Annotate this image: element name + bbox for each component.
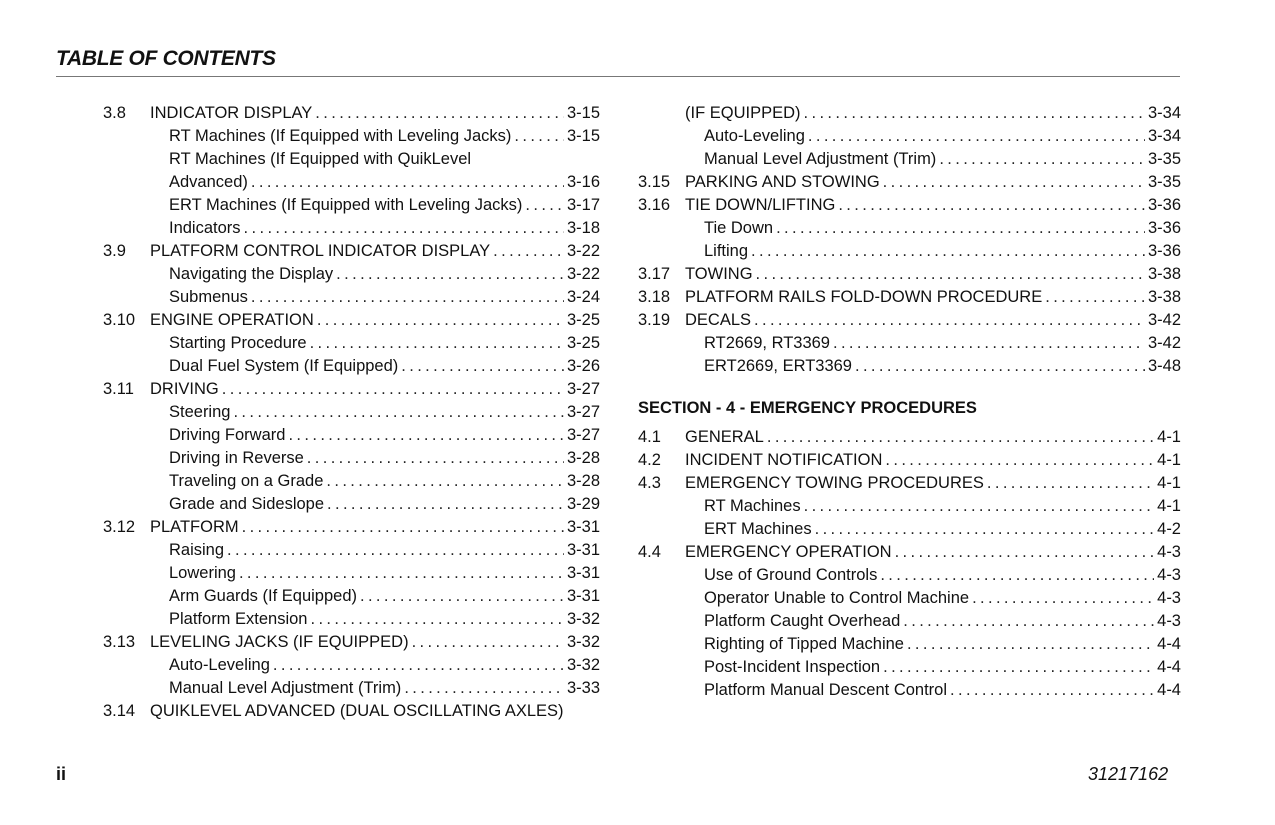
toc-entry-number: 3.11: [103, 380, 134, 398]
toc-entry-number: 3.15: [638, 173, 671, 191]
toc-entry-page: 4-2: [1157, 520, 1181, 538]
dot-leader: [288, 424, 564, 447]
toc-entry-number: 3.16: [638, 196, 671, 214]
toc-entry-page: 3-31: [566, 518, 600, 536]
toc-entry[interactable]: [103, 539, 600, 562]
toc-entry-label: Arm Guards (If Equipped): [169, 587, 357, 605]
toc-entry-page: 3-26: [566, 357, 600, 375]
toc-entry-label: RT Machines: [704, 497, 801, 515]
toc-entry-label: Navigating the Display: [169, 265, 334, 283]
toc-entry-page: 3-35: [1147, 150, 1181, 168]
toc-entry[interactable]: [103, 447, 600, 470]
toc-entry[interactable]: [103, 217, 600, 240]
toc-entry-page: 4-4: [1157, 635, 1181, 653]
toc-entry[interactable]: [638, 472, 1181, 495]
dot-leader: [307, 447, 564, 470]
toc-entry-page: 4-1: [1157, 428, 1181, 446]
toc-entry-number: 3.10: [103, 311, 136, 329]
toc-entry-page: 4-4: [1157, 681, 1181, 699]
toc-entry-page: 3-17: [566, 196, 600, 214]
toc-entry[interactable]: [103, 378, 600, 401]
toc-entry-label: INDICATOR DISPLAY: [150, 104, 313, 122]
section-heading: SECTION - 4 - EMERGENCY PROCEDURES: [638, 399, 977, 417]
dot-leader: [401, 355, 564, 378]
toc-entry-page: 3-24: [566, 288, 600, 306]
toc-entry-page: 4-1: [1157, 451, 1181, 469]
dot-leader: [404, 677, 564, 700]
dot-leader: [239, 562, 564, 585]
toc-entry[interactable]: [638, 148, 1181, 171]
toc-entry-label: PARKING AND STOWING: [685, 173, 880, 191]
toc-entry-page: 3-38: [1147, 288, 1181, 306]
toc-right-top-list: [638, 102, 1181, 378]
toc-entry-number: 3.17: [638, 265, 671, 283]
dot-leader: [939, 148, 1145, 171]
toc-entry[interactable]: [103, 309, 600, 332]
toc-entry-label: RT2669, RT3369: [704, 334, 830, 352]
toc-entry[interactable]: [103, 194, 600, 217]
toc-entry-label: ERT2669, ERT3369: [704, 357, 852, 375]
dot-leader: [315, 102, 564, 125]
dot-leader: [317, 309, 564, 332]
toc-entry[interactable]: [638, 355, 1181, 378]
toc-entry[interactable]: [103, 263, 600, 286]
toc-entry-number: 3.19: [638, 311, 671, 329]
toc-entry-page: 3-16: [566, 173, 600, 191]
toc-entry-label: Dual Fuel System (If Equipped): [169, 357, 399, 375]
dot-leader: [233, 401, 564, 424]
toc-entry-page: 3-36: [1147, 196, 1181, 214]
toc-entry[interactable]: [103, 700, 600, 723]
toc-entry-number: 3.9: [103, 242, 126, 260]
toc-entry[interactable]: [638, 309, 1181, 332]
dot-leader: [273, 654, 564, 677]
dot-leader: [833, 332, 1145, 355]
toc-entry-page: 3-27: [566, 403, 600, 421]
toc-entry[interactable]: [638, 286, 1181, 309]
toc-entry[interactable]: [103, 493, 600, 516]
toc-entry[interactable]: [103, 148, 600, 171]
toc-entry-number: 3.14: [103, 702, 136, 720]
toc-entry-label: ENGINE OPERATION: [150, 311, 314, 329]
toc-entry-page: 3-38: [1147, 265, 1181, 283]
toc-entry-label: Auto-Leveling: [704, 127, 805, 145]
toc-entry[interactable]: [638, 564, 1181, 587]
toc-entry-label: QUIKLEVEL ADVANCED (DUAL OSCILLATING AXLES): [150, 702, 564, 720]
toc-entry-label: EMERGENCY TOWING PROCEDURES: [685, 474, 984, 492]
toc-entry-label: Lifting: [704, 242, 749, 260]
toc-entry-label: Operator Unable to Control Machine: [704, 589, 970, 607]
dot-leader: [804, 102, 1145, 125]
toc-entry[interactable]: [638, 518, 1181, 541]
dot-leader: [412, 631, 564, 654]
toc-entry-label: Traveling on a Grade: [169, 472, 324, 490]
toc-entry[interactable]: [638, 495, 1181, 518]
page-number: ii: [56, 764, 67, 784]
toc-left-column: [103, 102, 600, 723]
toc-entry[interactable]: [103, 102, 600, 125]
toc-entry[interactable]: [103, 171, 600, 194]
toc-entry-page: 3-28: [566, 472, 600, 490]
toc-entry-label: RT Machines (If Equipped with QuikLevel: [169, 150, 472, 168]
toc-entry-page: 3-27: [566, 380, 600, 398]
toc-entry[interactable]: [638, 679, 1181, 702]
toc-entry-label: Starting Procedure: [169, 334, 307, 352]
toc-entry-page: 3-33: [566, 679, 600, 697]
toc-entry-label: Platform Manual Descent Control: [704, 681, 948, 699]
toc-entry-page: 3-48: [1147, 357, 1181, 375]
toc-entry-page: 3-31: [566, 541, 600, 559]
dot-leader: [815, 518, 1155, 541]
dot-leader: [880, 564, 1154, 587]
toc-entry-label: DECALS: [685, 311, 752, 329]
toc-entry[interactable]: [103, 424, 600, 447]
toc-entry[interactable]: [103, 332, 600, 355]
toc-entry-number: 4.2: [638, 451, 661, 469]
toc-entry-label: Platform Caught Overhead: [704, 612, 901, 630]
dot-leader: [885, 449, 1154, 472]
toc-entry-page: 3-32: [566, 656, 600, 674]
toc-entry[interactable]: [638, 656, 1181, 679]
dot-leader: [804, 495, 1155, 518]
toc-entry[interactable]: [103, 677, 600, 700]
toc-entry-label: INCIDENT NOTIFICATION: [685, 451, 883, 469]
toc-entry[interactable]: [103, 631, 600, 654]
toc-entry-label: TOWING: [685, 265, 753, 283]
toc-entry[interactable]: [103, 125, 600, 148]
toc-entry[interactable]: [103, 654, 600, 677]
header-rule: [56, 76, 1180, 77]
toc-entry-page: 4-1: [1157, 474, 1181, 492]
dot-leader: [767, 426, 1154, 449]
toc-entry-page: 3-32: [566, 610, 600, 628]
dot-leader: [756, 263, 1145, 286]
toc-entry-page: 3-25: [566, 334, 600, 352]
dot-leader: [751, 240, 1145, 263]
toc-entry-page: 4-4: [1157, 658, 1181, 676]
toc-entry-label: Righting of Tipped Machine: [704, 635, 904, 653]
dot-leader: [903, 610, 1154, 633]
toc-entry-label: EMERGENCY OPERATION: [685, 543, 892, 561]
dot-leader: [336, 263, 564, 286]
toc-entry-label: ERT Machines: [704, 520, 812, 538]
toc-entry-label: Post-Incident Inspection: [704, 658, 881, 676]
toc-entry[interactable]: [638, 332, 1181, 355]
dot-leader: [227, 539, 564, 562]
toc-entry-label: Indicators: [169, 219, 241, 237]
page-title: TABLE OF CONTENTS: [56, 47, 276, 70]
toc-entry-label: Advanced): [169, 173, 248, 191]
toc-entry-label: Manual Level Adjustment (Trim): [704, 150, 937, 168]
toc-entry[interactable]: [638, 125, 1181, 148]
toc-entry-page: 3-34: [1147, 104, 1181, 122]
toc-entry-page: 3-27: [566, 426, 600, 444]
toc-entry-label: DRIVING: [150, 380, 219, 398]
dot-leader: [808, 125, 1145, 148]
toc-entry[interactable]: [638, 587, 1181, 610]
toc-entry[interactable]: [638, 240, 1181, 263]
toc-entry[interactable]: [103, 562, 600, 585]
dot-leader: [883, 171, 1145, 194]
toc-entry-number: 3.13: [103, 633, 136, 651]
dot-leader: [895, 541, 1155, 564]
toc-entry-label: GENERAL: [685, 428, 764, 446]
toc-entry-page: 4-3: [1157, 566, 1181, 584]
toc-entry-label: TIE DOWN/LIFTING: [685, 196, 836, 214]
toc-entry-page: 3-31: [566, 564, 600, 582]
toc-entry-label: Tie Down: [704, 219, 774, 237]
toc-entry-number: 4.4: [638, 543, 661, 561]
dot-leader: [493, 240, 564, 263]
toc-entry[interactable]: [638, 610, 1181, 633]
toc-entry-label: Submenus: [169, 288, 248, 306]
toc-entry[interactable]: [103, 355, 600, 378]
dot-leader: [244, 217, 564, 240]
dot-leader: [310, 332, 564, 355]
toc-entry-page: 3-35: [1147, 173, 1181, 191]
toc-entry-page: 3-36: [1147, 219, 1181, 237]
toc-entry-label: Auto-Leveling: [169, 656, 270, 674]
toc-entry-page: 3-42: [1147, 334, 1181, 352]
toc-entry[interactable]: [638, 194, 1181, 217]
dot-leader: [327, 493, 564, 516]
toc-entry-label: Steering: [169, 403, 231, 421]
toc-entry-number: 3.18: [638, 288, 671, 306]
toc-right-column: [638, 102, 1181, 702]
dot-leader: [950, 679, 1154, 702]
document-number: 31217162: [1088, 764, 1169, 784]
toc-entry[interactable]: [103, 516, 600, 539]
toc-entry-page: 3-42: [1147, 311, 1181, 329]
dot-leader: [310, 608, 563, 631]
toc-entry[interactable]: [638, 449, 1181, 472]
toc-entry-label: Manual Level Adjustment (Trim): [169, 679, 402, 697]
dot-leader: [326, 470, 564, 493]
toc-entry[interactable]: [103, 470, 600, 493]
dot-leader: [251, 286, 564, 309]
dot-leader: [222, 378, 564, 401]
toc-entry[interactable]: [638, 541, 1181, 564]
toc-entry-page: 4-3: [1157, 612, 1181, 630]
dot-leader: [987, 472, 1154, 495]
toc-entry-label: PLATFORM RAILS FOLD-DOWN PROCEDURE: [685, 288, 1043, 306]
toc-entry-label: Grade and Sideslope: [169, 495, 325, 513]
toc-entry-label: Lowering: [169, 564, 236, 582]
toc-entry[interactable]: [103, 608, 600, 631]
toc-entry-label: PLATFORM: [150, 518, 239, 536]
toc-entry-page: 3-36: [1147, 242, 1181, 260]
toc-entry-label: Use of Ground Controls: [704, 566, 878, 584]
toc-entry-page: 3-18: [566, 219, 600, 237]
toc-entry[interactable]: [638, 171, 1181, 194]
toc-entry-label: ERT Machines (If Equipped with Leveling Jacks): [169, 196, 523, 214]
toc-entry[interactable]: [103, 585, 600, 608]
dot-leader: [754, 309, 1145, 332]
toc-entry-label: Driving Forward: [169, 426, 286, 444]
toc-entry-page: 3-22: [566, 242, 600, 260]
toc-entry-label: Platform Extension: [169, 610, 308, 628]
toc-entry-number: 3.8: [103, 104, 126, 122]
toc-entry-page: 3-15: [566, 127, 600, 145]
dot-leader: [907, 633, 1154, 656]
toc-entry-label: (IF EQUIPPED): [685, 104, 801, 122]
toc-entry-page: 3-34: [1147, 127, 1181, 145]
toc-entry-number: 4.3: [638, 474, 661, 492]
dot-leader: [525, 194, 564, 217]
toc-entry-label: PLATFORM CONTROL INDICATOR DISPLAY: [150, 242, 491, 260]
toc-entry[interactable]: [638, 426, 1181, 449]
toc-entry[interactable]: [638, 217, 1181, 240]
toc-entry-page: 4-1: [1157, 497, 1181, 515]
dot-leader: [242, 516, 564, 539]
toc-entry-page: 3-22: [566, 265, 600, 283]
dot-leader: [251, 171, 564, 194]
dot-leader: [838, 194, 1145, 217]
toc-entry[interactable]: [638, 633, 1181, 656]
toc-entry-page: 3-32: [566, 633, 600, 651]
dot-leader: [514, 125, 564, 148]
toc-entry-page: 4-3: [1157, 543, 1181, 561]
dot-leader: [776, 217, 1145, 240]
toc-entry[interactable]: [638, 263, 1181, 286]
toc-entry[interactable]: [638, 102, 1181, 125]
toc-entry-label: Driving in Reverse: [169, 449, 304, 467]
dot-leader: [855, 355, 1145, 378]
section4-list: [638, 426, 1181, 702]
toc-entry-page: 3-29: [566, 495, 600, 513]
toc-entry-number: 4.1: [638, 428, 661, 446]
toc-entry-page: 3-31: [566, 587, 600, 605]
toc-entry-label: LEVELING JACKS (IF EQUIPPED): [150, 633, 409, 651]
dot-leader: [972, 587, 1154, 610]
toc-entry-number: 3.12: [103, 518, 136, 536]
dot-leader: [360, 585, 564, 608]
toc-entry-page: 3-15: [566, 104, 600, 122]
toc-entry-label: RT Machines (If Equipped with Leveling Jacks): [169, 127, 512, 145]
toc-entry-page: 4-3: [1157, 589, 1181, 607]
dot-leader: [1045, 286, 1145, 309]
dot-leader: [883, 656, 1154, 679]
toc-entry-page: 3-28: [566, 449, 600, 467]
toc-entry[interactable]: [103, 286, 600, 309]
toc-entry[interactable]: [103, 240, 600, 263]
toc-entry-page: 3-25: [566, 311, 600, 329]
toc-entry-label: Raising: [169, 541, 225, 559]
toc-entry[interactable]: [103, 401, 600, 424]
